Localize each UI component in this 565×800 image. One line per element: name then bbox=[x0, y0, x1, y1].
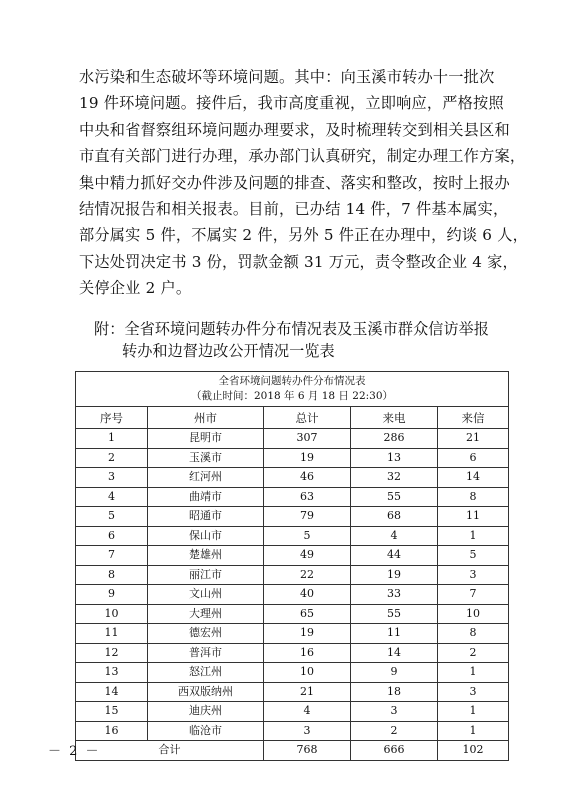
table-row bbox=[76, 721, 509, 741]
header-index: 序号 bbox=[76, 407, 148, 429]
cell-letters: 21 bbox=[438, 429, 509, 449]
table-row bbox=[76, 565, 509, 585]
body-line: 下达处罚决定书 3 份，罚款金额 31 万元，责令整改企业 4 家， bbox=[79, 252, 518, 271]
cell-index: 12 bbox=[76, 643, 148, 663]
cell-calls: 13 bbox=[351, 448, 438, 468]
header-total: 总计 bbox=[264, 407, 351, 429]
cell-total: 46 bbox=[264, 468, 351, 488]
cell-calls: 3 bbox=[351, 702, 438, 722]
appendix-caption bbox=[94, 318, 524, 362]
cell-calls: 11 bbox=[351, 624, 438, 644]
cell-city: 迪庆州 bbox=[148, 702, 264, 722]
cell-city: 普洱市 bbox=[148, 643, 264, 663]
cell-letters: 3 bbox=[438, 682, 509, 702]
body-line: 19 件环境问题。接件后，我市高度重视，立即响应，严格按照 bbox=[79, 94, 504, 113]
body-line: 关停企业 2 户。 bbox=[79, 279, 192, 298]
cell-letters: 6 bbox=[438, 448, 509, 468]
page-number: － 2 － bbox=[48, 744, 101, 759]
cell-total: 21 bbox=[264, 682, 351, 702]
cell-calls: 14 bbox=[351, 643, 438, 663]
table-row bbox=[76, 702, 509, 722]
cell-total: 65 bbox=[264, 604, 351, 624]
cell-letters: 8 bbox=[438, 487, 509, 507]
cell-letters: 5 bbox=[438, 546, 509, 566]
header-city: 州市 bbox=[148, 407, 264, 429]
table-row bbox=[76, 507, 509, 527]
table-subtitle: （截止时间：2018 年 6 月 18 日 22:30） bbox=[190, 390, 394, 402]
body-line: 部分属实 5 件，不属实 2 件，另外 5 件正在办理中，约谈 6 人， bbox=[79, 226, 528, 245]
cell-index: 11 bbox=[76, 624, 148, 644]
table-row bbox=[76, 663, 509, 683]
cell-total: 49 bbox=[264, 546, 351, 566]
total-letters: 102 bbox=[438, 741, 509, 761]
total-row bbox=[76, 741, 509, 761]
header-letters: 来信 bbox=[438, 407, 509, 429]
cell-letters: 7 bbox=[438, 585, 509, 605]
table-row bbox=[76, 624, 509, 644]
cell-letters: 10 bbox=[438, 604, 509, 624]
cell-calls: 4 bbox=[351, 526, 438, 546]
cell-letters: 2 bbox=[438, 643, 509, 663]
cell-city: 红河州 bbox=[148, 468, 264, 488]
cell-total: 19 bbox=[264, 624, 351, 644]
cell-index: 5 bbox=[76, 507, 148, 527]
table-title: 全省环境问题转办件分布情况表 bbox=[218, 375, 366, 387]
total-label: 合计 bbox=[76, 741, 264, 761]
table-header-row bbox=[76, 407, 509, 429]
cell-total: 307 bbox=[264, 429, 351, 449]
cell-city: 昆明市 bbox=[148, 429, 264, 449]
cell-calls: 44 bbox=[351, 546, 438, 566]
cell-index: 1 bbox=[76, 429, 148, 449]
table-row bbox=[76, 682, 509, 702]
cell-city: 曲靖市 bbox=[148, 487, 264, 507]
cell-index: 13 bbox=[76, 663, 148, 683]
total-sum: 768 bbox=[264, 741, 351, 761]
cell-total: 4 bbox=[264, 702, 351, 722]
cell-calls: 55 bbox=[351, 487, 438, 507]
cell-letters: 3 bbox=[438, 565, 509, 585]
cell-letters: 1 bbox=[438, 663, 509, 683]
cell-total: 5 bbox=[264, 526, 351, 546]
cell-index: 4 bbox=[76, 487, 148, 507]
body-line: 中央和省督察组环境问题办理要求，及时梳理转交到相关县区和 bbox=[79, 120, 510, 139]
cell-index: 2 bbox=[76, 448, 148, 468]
cell-total: 19 bbox=[264, 448, 351, 468]
table-title-cell bbox=[76, 372, 509, 407]
cell-total: 22 bbox=[264, 565, 351, 585]
cell-letters: 1 bbox=[438, 721, 509, 741]
cell-city: 怒江州 bbox=[148, 663, 264, 683]
total-calls: 666 bbox=[351, 741, 438, 761]
cell-letters: 8 bbox=[438, 624, 509, 644]
cell-letters: 1 bbox=[438, 702, 509, 722]
body-line: 集中精力抓好交办件涉及问题的排查、落实和整改，按时上报办 bbox=[79, 173, 510, 192]
cell-calls: 33 bbox=[351, 585, 438, 605]
cell-city: 文山州 bbox=[148, 585, 264, 605]
cell-calls: 2 bbox=[351, 721, 438, 741]
cell-total: 10 bbox=[264, 663, 351, 683]
body-line: 市直有关部门进行办理，承办部门认真研究，制定办理工作方案， bbox=[79, 147, 526, 166]
cell-total: 79 bbox=[264, 507, 351, 527]
cell-index: 10 bbox=[76, 604, 148, 624]
header-calls: 来电 bbox=[351, 407, 438, 429]
cell-index: 3 bbox=[76, 468, 148, 488]
cell-index: 6 bbox=[76, 526, 148, 546]
cell-city: 大理州 bbox=[148, 604, 264, 624]
body-text bbox=[79, 64, 528, 302]
cell-calls: 18 bbox=[351, 682, 438, 702]
cell-index: 7 bbox=[76, 546, 148, 566]
table-row bbox=[76, 604, 509, 624]
cell-calls: 32 bbox=[351, 468, 438, 488]
cell-index: 16 bbox=[76, 721, 148, 741]
table-row bbox=[76, 487, 509, 507]
cell-letters: 11 bbox=[438, 507, 509, 527]
cell-calls: 55 bbox=[351, 604, 438, 624]
cell-total: 16 bbox=[264, 643, 351, 663]
cell-calls: 286 bbox=[351, 429, 438, 449]
table-row bbox=[76, 585, 509, 605]
body-line: 结情况报告和相关报表。目前，已办结 14 件，7 件基本属实， bbox=[79, 200, 509, 219]
cell-city: 西双版纳州 bbox=[148, 682, 264, 702]
table-row bbox=[76, 468, 509, 488]
caption-line-2: 转办和边督边改公开情况一览表 bbox=[122, 342, 335, 360]
caption-line-1: 附：全省环境问题转办件分布情况表及玉溪市群众信访举报 bbox=[94, 320, 489, 338]
cell-city: 德宏州 bbox=[148, 624, 264, 644]
cell-city: 临沧市 bbox=[148, 721, 264, 741]
cell-calls: 9 bbox=[351, 663, 438, 683]
table-row bbox=[76, 526, 509, 546]
cell-total: 40 bbox=[264, 585, 351, 605]
table-body bbox=[76, 429, 509, 741]
cell-index: 14 bbox=[76, 682, 148, 702]
distribution-table bbox=[75, 371, 509, 761]
body-line: 水污染和生态破坏等环境问题。其中：向玉溪市转办十一批次 bbox=[79, 68, 495, 86]
cell-total: 63 bbox=[264, 487, 351, 507]
cell-city: 昭通市 bbox=[148, 507, 264, 527]
cell-city: 保山市 bbox=[148, 526, 264, 546]
table-row bbox=[76, 429, 509, 449]
cell-city: 楚雄州 bbox=[148, 546, 264, 566]
table-row bbox=[76, 448, 509, 468]
cell-total: 3 bbox=[264, 721, 351, 741]
table-row bbox=[76, 643, 509, 663]
cell-letters: 1 bbox=[438, 526, 509, 546]
cell-index: 15 bbox=[76, 702, 148, 722]
cell-index: 9 bbox=[76, 585, 148, 605]
cell-letters: 14 bbox=[438, 468, 509, 488]
cell-calls: 19 bbox=[351, 565, 438, 585]
cell-index: 8 bbox=[76, 565, 148, 585]
table-row bbox=[76, 546, 509, 566]
cell-city: 玉溪市 bbox=[148, 448, 264, 468]
cell-city: 丽江市 bbox=[148, 565, 264, 585]
cell-calls: 68 bbox=[351, 507, 438, 527]
